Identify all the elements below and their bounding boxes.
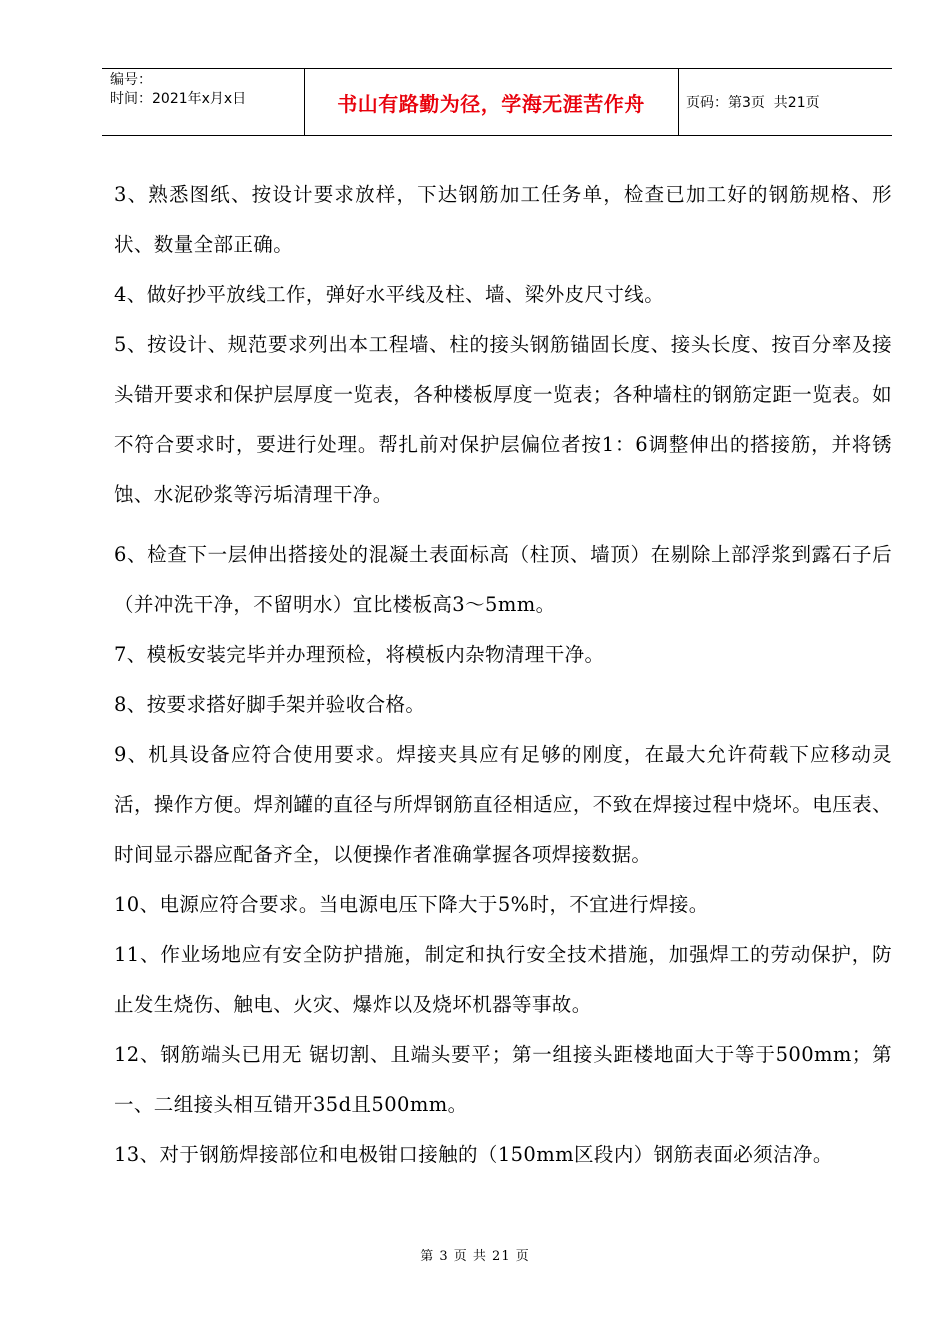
paragraph-item-12: 12、钢筋端头已用无 锯切割、且端头要平；第一组接头距楼地面大于等于500mm；第一、二组接头相互错开35d且500mm。	[114, 1043, 892, 1116]
page-footer: 第 3 页 共 21 页	[420, 1249, 530, 1264]
paragraph-item-11: 11、作业场地应有安全防护措施，制定和执行安全技术措施，加强焊工的劳动保护，防止发生烧伤、触电、火灾、爆炸以及烧坏机器等事故。	[114, 943, 892, 1016]
header-motto: 书山有路勤为径，学海无涯苦作舟	[337, 91, 645, 116]
paragraph-item-10: 10、电源应符合要求。当电源电压下降大于5%时，不宜进行焊接。	[114, 893, 709, 916]
time-label: 时间：2021年x月x日	[110, 91, 247, 107]
paragraph-item-6: 6、检查下一层伸出搭接处的混凝土表面标高（柱顶、墙顶）在剔除上部浮浆到露石子后（并冲洗干净，不留明水）宜比楼板高3～5mm。	[114, 543, 892, 616]
paragraph-item-3: 3、熟悉图纸、按设计要求放样，下达钢筋加工任务单，检查已加工好的钢筋规格、形状、数量全部正确。	[114, 183, 892, 256]
paragraph-item-13: 13、对于钢筋焊接部位和电极钳口接触的（150mm区段内）钢筋表面必须洁净。	[114, 1143, 833, 1166]
header-page-info: 页码：第3页 共21页	[686, 95, 820, 111]
paragraph-item-7: 7、模板安装完毕并办理预检，将模板内杂物清理干净。	[114, 643, 605, 666]
header-divider	[678, 69, 679, 135]
paragraph-item-9: 9、机具设备应符合使用要求。焊接夹具应有足够的刚度，在最大允许荷载下应移动灵活，操作方便。焊剂罐的直径与所焊钢筋直径相适应，不致在焊接过程中烧坏。电压表、时间显示器应配备齐全，以便操作者准确掌握各项焊接数据。	[114, 743, 892, 866]
page-header	[102, 68, 892, 136]
paragraph-item-4: 4、做好抄平放线工作，弹好水平线及柱、墙、梁外皮尺寸线。	[114, 283, 665, 306]
header-meta	[110, 71, 300, 109]
paragraph-item-5: 5、按设计、规范要求列出本工程墙、柱的接头钢筋锚固长度、接头长度、按百分率及接头错开要求和保护层厚度一览表，各种楼板厚度一览表；各种墙柱的钢筋定距一览表。如不符合要求时，要进行处理。帮扎前对保护层偏位者按1：6调整伸出的搭接筋，并将锈蚀、水泥砂浆等污垢清理干净。	[114, 333, 892, 506]
number-label: 编号：	[110, 72, 152, 88]
paragraph-item-8: 8、按要求搭好脚手架并验收合格。	[114, 693, 426, 716]
document-body	[114, 170, 892, 1180]
